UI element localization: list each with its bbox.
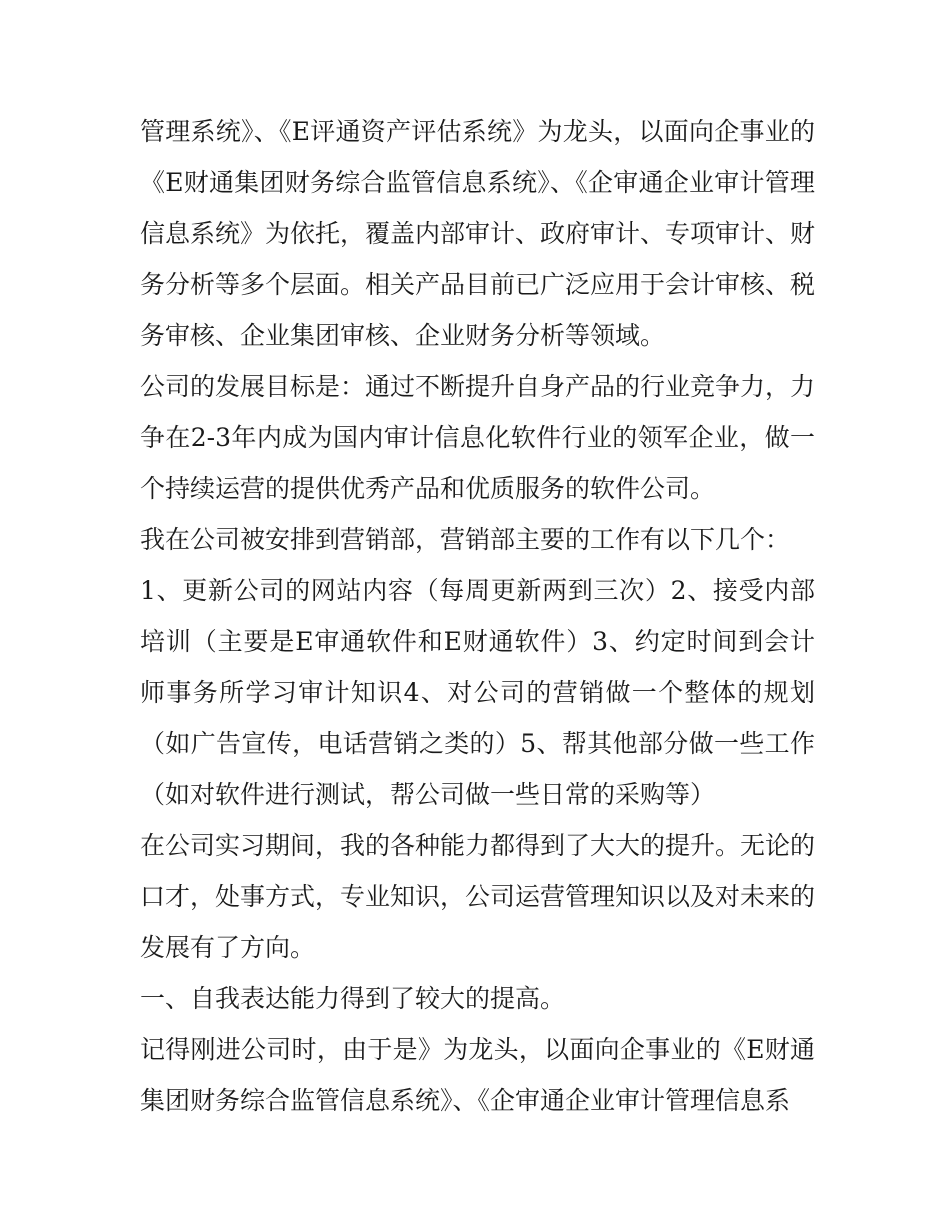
paragraph-duties-list: 1、更新公司的网站内容（每周更新两到三次）2、接受内部培训（主要是E审通软件和E财通软件）3、约定时间到会计师事务所学习审计知识4、对公司的营销做一个整体的规划（如广告宣传，电话营销之类的）5、帮其他部分做一些工作（如对软件进行测试，帮公司做一些日常的采购等） <box>140 576 815 809</box>
paragraph-internship-gains: 在公司实习期间，我的各种能力都得到了大大的提升。无论的口才，处事方式，专业知识，公司运营管理知识以及对未来的发展有了方向。 <box>140 831 816 962</box>
document-body <box>140 106 815 1126</box>
paragraph-products: 管理系统》、《E评通资产评估系统》为龙头，以面向企事业的《E财通集团财务综合监管信息系统》、《企审通企业审计管理信息系统》为依托，覆盖内部审计、政府审计、专项审计、财务分析等多个层面。相关产品目前已广泛应用于会计审核、税务审核、企业集团审核、企业财务分析等领域。 <box>140 117 816 350</box>
section-heading-self-expression: 一、自我表达能力得到了较大的提高。 <box>140 984 566 1013</box>
paragraph-recollection: 记得刚进公司时，由于是》为龙头，以面向企事业的《E财通集团财务综合监管信息系统》、《企审通企业审计管理信息系 <box>140 1035 815 1115</box>
paragraph-department: 我在公司被安排到营销部，营销部主要的工作有以下几个： <box>140 525 791 554</box>
paragraph-company-goal: 公司的发展目标是：通过不断提升自身产品的行业竞争力，力争在2-3年内成为国内审计信息化软件行业的领军企业，做一个持续运营的提供优秀产品和优质服务的软件公司。 <box>140 372 816 503</box>
